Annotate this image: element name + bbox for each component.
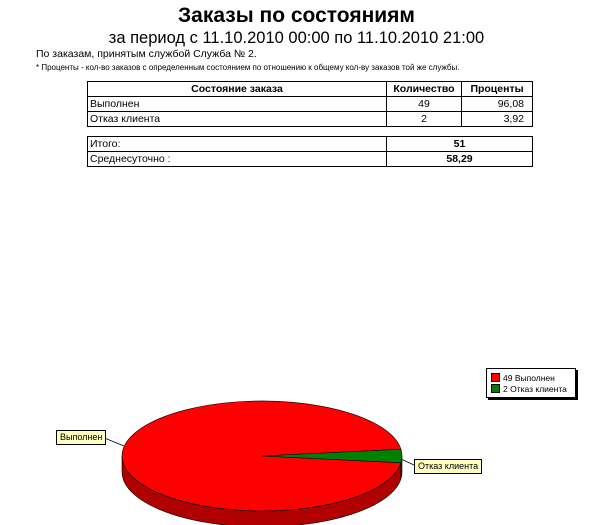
service-line: По заказам, принятым службой Служба № 2. xyxy=(36,48,257,60)
legend-swatch-red xyxy=(491,373,500,382)
total-label: Итого: xyxy=(88,137,387,152)
row-percent: 96,08 xyxy=(462,97,533,112)
header-count: Количество xyxy=(387,82,462,97)
header-percent: Проценты xyxy=(462,82,533,97)
daily-label: Среднесуточно : xyxy=(88,152,387,167)
legend-label: 2 Отказ клиента xyxy=(503,383,567,394)
header-state: Состояние заказа xyxy=(88,82,387,97)
report-title: Заказы по состояниям xyxy=(178,4,415,27)
legend-swatch-green xyxy=(491,384,500,393)
row-count: 49 xyxy=(387,97,462,112)
daily-value: 58,29 xyxy=(387,152,533,167)
row-state: Отказ клиента xyxy=(88,112,387,127)
total-value: 51 xyxy=(387,137,533,152)
legend-label: 49 Выполнен xyxy=(503,372,555,383)
legend-item xyxy=(491,383,567,394)
row-state: Выполнен xyxy=(88,97,387,112)
chart-legend xyxy=(486,368,576,398)
legend-item xyxy=(491,372,555,383)
label-callout: Отказ клиента xyxy=(414,459,482,474)
report-period: за период с 11.10.2010 00:00 по 11.10.2010 21:00 xyxy=(108,29,485,47)
percent-note: * Проценты - кол-во заказов с определенным состоянием по отношению к общему кол-ву заказов той же службы. xyxy=(36,63,460,72)
leader-line xyxy=(401,459,414,465)
row-percent: 3,92 xyxy=(462,112,533,127)
row-count: 2 xyxy=(387,112,462,127)
label-callout: Выполнен xyxy=(56,430,106,445)
